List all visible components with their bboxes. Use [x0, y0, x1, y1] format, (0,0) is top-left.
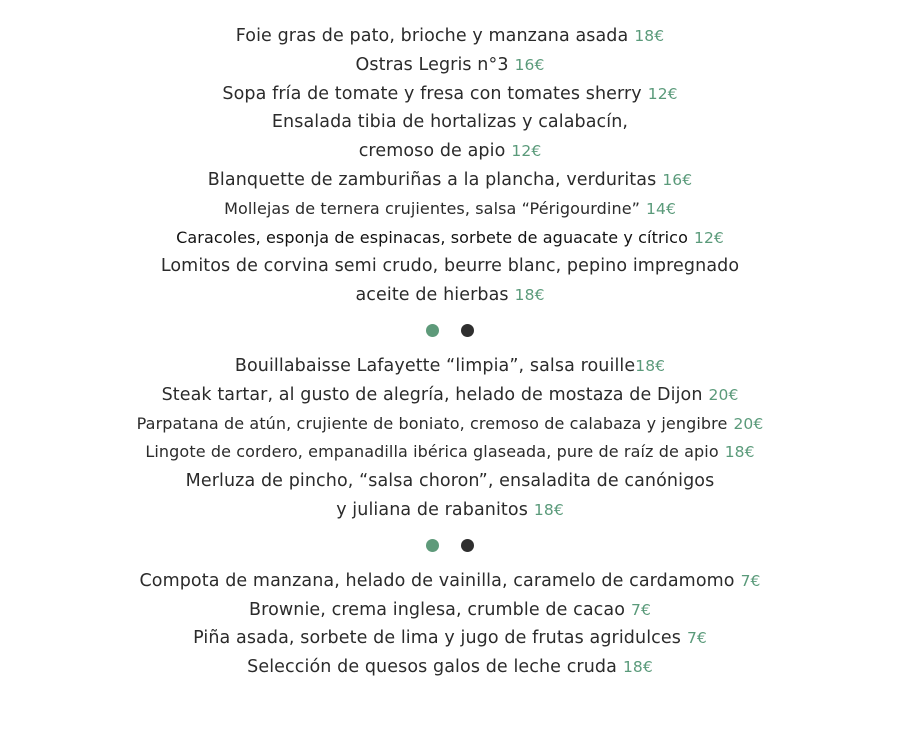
- desserts-section: [0, 567, 900, 682]
- dish-name: y juliana de rabanitos: [336, 499, 528, 520]
- dish-name: Sopa fría de tomate y fresa con tomates sherry: [222, 83, 642, 104]
- dish-price: 18€: [634, 27, 665, 45]
- dish-name: Caracoles, esponja de espinacas, sorbete de aguacate y cítrico: [176, 227, 688, 247]
- dish-name: Lingote de cordero, empanadilla ibérica glaseada, pure de raíz de apio: [145, 442, 719, 462]
- dish-name: cremoso de apio: [358, 141, 506, 162]
- list-item: [0, 51, 900, 80]
- list-item: [0, 653, 900, 682]
- dish-name: Foie gras de pato, brioche y manzana asada: [235, 26, 629, 46]
- dish-name: Bouillabaisse Lafayette “limpia”, salsa rouille: [234, 355, 636, 376]
- list-item: [0, 166, 900, 195]
- dish-price: 7€: [740, 571, 761, 590]
- dish-price: 18€: [724, 443, 755, 462]
- menu: [0, 22, 900, 682]
- dish-price: 7€: [631, 600, 651, 619]
- starters-section: [0, 22, 900, 310]
- dish-name: Merluza de pincho, “salsa choron”, ensaladita de canónigos: [185, 471, 715, 492]
- mains-section: [0, 352, 900, 525]
- dish-price: 14€: [646, 199, 676, 218]
- dish-name: Compota de manzana, helado de vainilla, caramelo de cardamomo: [139, 570, 735, 591]
- list-item: [0, 352, 900, 381]
- dish-price: 18€: [533, 500, 564, 519]
- list-item: [0, 195, 900, 224]
- dish-name: Lomitos de corvina semi crudo, beurre blanc, pepino impregnado: [160, 256, 740, 277]
- list-item: [0, 596, 900, 625]
- dish-name: Ostras Legris n°3: [355, 54, 509, 75]
- list-item: [0, 496, 900, 525]
- dish-name: Mollejas de ternera crujientes, salsa “Périgourdine”: [224, 198, 641, 218]
- list-item: [0, 22, 900, 51]
- dish-price: 12€: [693, 228, 724, 247]
- dish-price: 18€: [635, 356, 666, 375]
- section-divider: [0, 525, 900, 567]
- list-item: [0, 137, 900, 166]
- list-item: [0, 381, 900, 410]
- dish-price: 16€: [514, 55, 545, 74]
- dish-price: 7€: [686, 629, 707, 648]
- list-item: [0, 252, 900, 281]
- list-item: [0, 281, 900, 310]
- list-item: [0, 438, 900, 467]
- list-item: [0, 467, 900, 496]
- dish-price: 18€: [514, 286, 545, 305]
- dish-name: Selección de quesos galos de leche cruda: [247, 657, 617, 678]
- dish-price: 16€: [662, 170, 693, 189]
- list-item: [0, 224, 900, 253]
- dish-name: Parpatana de atún, crujiente de boniato, cremoso de calabaza y jengibre: [136, 413, 728, 433]
- dish-name: Piña asada, sorbete de lima y jugo de frutas agridulces: [193, 628, 681, 649]
- list-item: [0, 624, 900, 653]
- green-dot-icon: [426, 539, 439, 552]
- list-item: [0, 108, 900, 137]
- list-item: [0, 410, 900, 439]
- dish-price: 20€: [733, 414, 764, 433]
- dish-name: Steak tartar, al gusto de alegría, helado de mostaza de Dijon: [161, 384, 703, 405]
- dish-price: 20€: [708, 385, 739, 404]
- dish-name: Ensalada tibia de hortalizas y calabacín,: [271, 112, 629, 133]
- dark-dot-icon: [461, 324, 474, 337]
- dish-name: aceite de hierbas: [355, 285, 509, 306]
- dish-price: 12€: [647, 84, 678, 103]
- dish-price: 12€: [511, 142, 542, 161]
- dark-dot-icon: [461, 539, 474, 552]
- green-dot-icon: [426, 324, 439, 337]
- section-divider: [0, 310, 900, 352]
- dish-price: 18€: [622, 658, 653, 677]
- list-item: [0, 567, 900, 596]
- list-item: [0, 80, 900, 109]
- dish-name: Blanquette de zamburiñas a la plancha, verduritas: [207, 169, 657, 190]
- dish-name: Brownie, crema inglesa, crumble de cacao: [249, 599, 626, 620]
